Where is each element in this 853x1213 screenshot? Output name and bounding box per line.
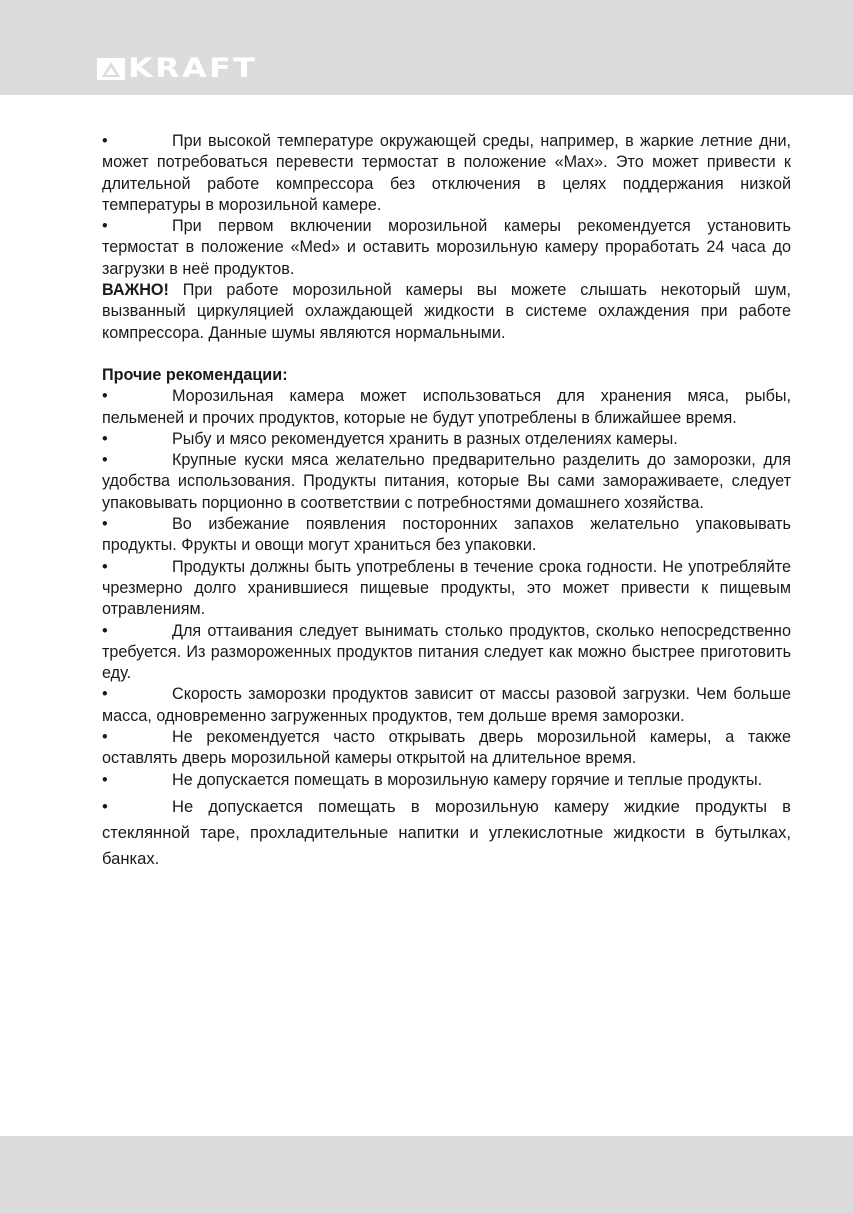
brand-logo — [97, 53, 258, 84]
list-item — [102, 684, 791, 727]
list-item — [102, 386, 791, 429]
list-item-text: Не допускается помещать в морозильную камеру жидкие продукты в стеклянной таре, прохладительные напитки и углекислотные жидкости в бутылках, банках. — [102, 796, 791, 868]
bullet-icon: • — [102, 515, 108, 534]
paragraph-text: При высокой температуре окружающей среды, например, в жаркие летние дни, может потребоваться перевести термостат в положение «Max». Это может привести к длительной работе компрессора без отключения в целях поддержания низкой температуры в морозильной камере. — [102, 132, 791, 214]
document-body — [102, 131, 791, 872]
bullet-icon: • — [102, 621, 108, 640]
list-item-text: Для оттаивания следует вынимать столько продуктов, сколько непосредственно требуется. Из размороженных продуктов питания следует как можно быстрее приготовить еду. — [102, 621, 791, 683]
important-text: При работе морозильной камеры вы можете слышать некоторый шум, вызванный циркуляцией охлаждающей жидкости в системе охлаждения при работе компрессора. Данные шумы являются нормальными. — [102, 281, 791, 342]
paragraph-text: При первом включении морозильной камеры рекомендуется установить термостат в положение «Med» и оставить морозильную камеру проработать 24 часа до загрузки в неё продуктов. — [102, 217, 791, 278]
bullet-icon: • — [102, 557, 108, 576]
bullet-icon: • — [102, 728, 108, 747]
bullet-icon: • — [102, 387, 108, 406]
list-item-text: Не рекомендуется часто открывать дверь морозильной камеры, а также оставлять дверь морозильной камеры открытой на длительное время. — [102, 728, 791, 768]
bullet-icon: • — [102, 132, 108, 150]
bullet-icon: • — [102, 451, 108, 470]
bullet-icon: • — [102, 217, 108, 236]
brand-name: KRAFT — [128, 53, 258, 84]
list-item-text: Рыбу и мясо рекомендуется хранить в разных отделениях камеры. — [172, 429, 678, 448]
list-item-text: Во избежание появления посторонних запахов желательно упаковывать продукты. Фрукты и овощи могут храниться без упаковки. — [102, 515, 791, 555]
list-item — [102, 557, 791, 621]
paragraph-bullet-med — [102, 216, 791, 280]
bullet-icon: • — [102, 685, 108, 704]
list-item-text: Не допускается помещать в морозильную камеру горячие и теплые продукты. — [172, 770, 763, 789]
list-item — [102, 770, 791, 791]
list-item — [102, 514, 791, 557]
page-footer — [0, 1136, 853, 1213]
section-heading: Прочие рекомендации: — [102, 365, 288, 384]
important-note — [102, 280, 791, 344]
bullet-icon: • — [102, 796, 108, 816]
list-item — [102, 621, 791, 685]
important-label: ВАЖНО! — [102, 281, 169, 300]
list-item-text: Крупные куски мяса желательно предварительно разделить до заморозки, для удобства использования. Продукты питания, которые Вы сами замораживаете, следует упаковывать порционно в соответствии с потребностями домашнего хозяйства. — [102, 451, 791, 512]
bullet-icon: • — [102, 429, 108, 448]
kraft-logo-icon — [97, 58, 125, 80]
list-item — [102, 794, 791, 872]
bullet-icon: • — [102, 770, 108, 789]
list-item-text: Продукты должны быть употреблены в течение срока годности. Не употребляйте чрезмерно долго хранившиеся пищевые продукты, это может привести к пищевым отравлениям. — [102, 557, 791, 619]
page-header — [0, 0, 853, 95]
section-spacer — [102, 344, 791, 365]
list-item — [102, 450, 791, 514]
list-item — [102, 727, 791, 770]
paragraph-bullet-max — [102, 131, 791, 216]
list-item — [102, 429, 791, 450]
list-item-text: Морозильная камера может использоваться для хранения мяса, рыбы, пельменей и прочих продуктов, которые не будут употреблены в ближайшее время. — [102, 387, 791, 427]
list-item-text: Скорость заморозки продуктов зависит от массы разовой загрузки. Чем больше масса, одновременно загруженных продуктов, тем дольше время заморозки. — [102, 685, 791, 725]
